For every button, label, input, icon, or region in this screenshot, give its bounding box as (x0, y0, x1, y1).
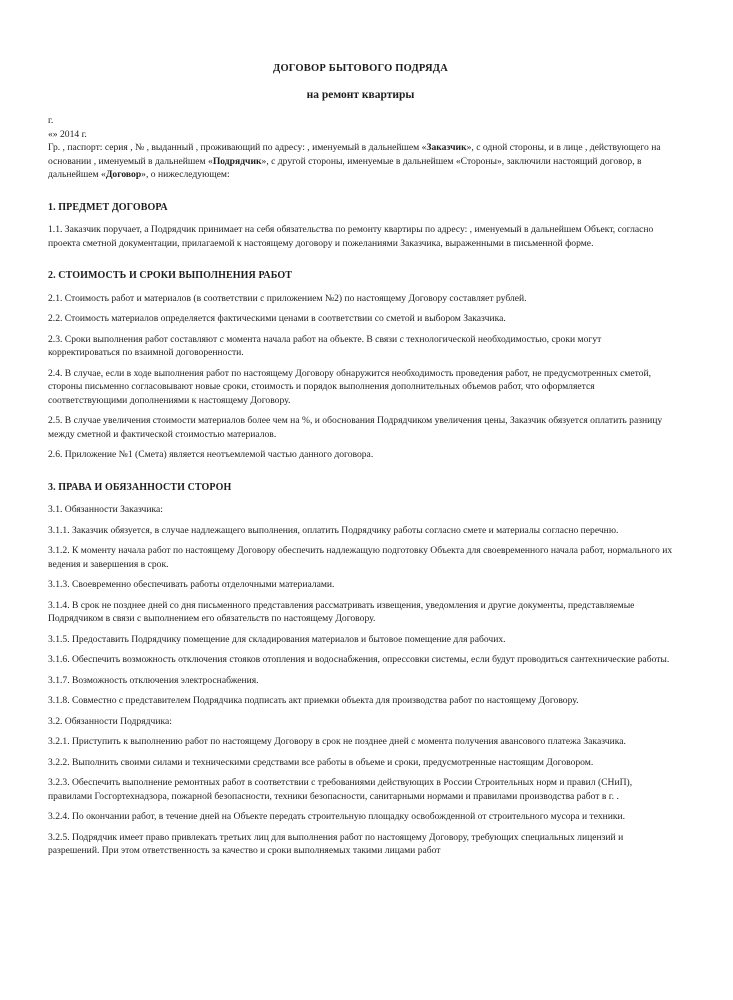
clause-paragraph: 3.2.1. Приступить к выполнению работ по настоящему Договору в срок не позднее дней с момента получения авансового платежа Заказчика. (48, 736, 626, 747)
date-line: «» 2014 г. (48, 128, 87, 140)
intro-text-2: », с одной стороны, и в лице , действующего на основании , именуемый в дальнейшем « (48, 142, 661, 167)
clause-paragraph: 2.4. В случае, если в ходе выполнения работ по настоящему Договору обнаружится необходимость проведения работ, не предусмотренных сметой, стороны письменно согласовывают новые сроки, стоимость и порядок выполнения дополнительных объемов работ, что оформляется соответствующими дополнениями к настоящему Договору. (48, 367, 652, 406)
section-heading: 3. ПРАВА И ОБЯЗАННОСТИ СТОРОН (48, 481, 232, 493)
clause-paragraph: 3.1.2. К моменту начала работ по настоящему Договору обеспечить надлежащую подготовку Объекта для своевременного начала работ, нормального их ведения и завершения в срок. (48, 545, 673, 570)
customer-term: Заказчик (426, 142, 467, 153)
section-heading: 2. СТОИМОСТЬ И СРОКИ ВЫПОЛНЕНИЯ РАБОТ (48, 270, 292, 281)
city-line: г. (48, 115, 54, 126)
clause-paragraph: 3.1.8. Совместно с представителем Подрядчика подписать акт приемки объекта для производства работ по настоящему Договору. (48, 695, 579, 706)
intro-text-3: », с другой стороны, именуемые в дальнейшем «Стороны», заключили настоящий договор, в дальнейшем « (48, 155, 642, 180)
document-title: ДОГОВОР БЫТОВОГО ПОДРЯДА (273, 63, 448, 74)
contractor-term: Подрядчик (212, 155, 262, 167)
clause-paragraph: 3.1.1. Заказчик обязуется, в случае надлежащего выполнения, оплатить Подрядчику работы согласно смете и материалы согласно перечню. (48, 524, 619, 536)
clause-paragraph: 1.1. Заказчик поручает, а Подрядчик принимает на себя обязательства по ремонту квартиры по адресу: , именуемый в дальнейшем Объект, согласно проекта сметной документации, прилагаемой к настоящему договору и пожеланиями Заказчика, выраженными в письменной форме. (48, 224, 654, 249)
clause-paragraph: 2.2. Стоимость материалов определяется фактическими ценами в соответствии со сметой и выбором Заказчика. (48, 313, 506, 324)
clause-paragraph: 2.1. Стоимость работ и материалов (в соответствии с приложением №2) по настоящему Договору составляет рублей. (48, 292, 527, 304)
section-heading: 1. ПРЕДМЕТ ДОГОВОРА (48, 201, 168, 213)
clause-paragraph: 3.2. Обязанности Подрядчика: (48, 715, 172, 727)
clause-paragraph: 3.2.3. Обеспечить выполнение ремонтных работ в соответствии с требованиями действующих в России Строительных норм и правил (СНиП), правилами Госгортехнадзора, пожарной безопасности, техники безопасности, санитарными нормами и правилами производства работ в г. . (48, 777, 633, 802)
document-sections (48, 201, 673, 858)
intro-paragraph (48, 141, 673, 182)
clause-paragraph: 2.3. Сроки выполнения работ составляют с момента начала работ на объекте. В связи с технологической необходимостью, сроки могут корректироваться по взаимной договоренности. (48, 333, 602, 358)
contract-term: Договор (105, 169, 142, 180)
clause-paragraph: 3.1.7. Возможность отключения электроснабжения. (48, 674, 259, 686)
clause-paragraph: 2.6. Приложение №1 (Смета) является неотъемлемой частью данного договора. (48, 449, 374, 460)
clause-paragraph: 3.1. Обязанности Заказчика: (48, 504, 163, 515)
intro-text-4: », о нижеследующем: (141, 169, 230, 180)
clause-paragraph: 3.1.4. В срок не позднее дней со дня письменного представления рассматривать извещения, уведомления и другие документы, представляемые Подрядчиком в связи с выполнением его обязательств по настоящему Договору. (48, 599, 635, 624)
clause-paragraph: 3.2.5. Подрядчик имеет право привлекать третьих лиц для выполнения работ по настоящему Договору, требующих специальных лицензий и разрешений. При этом ответственность за качество и сроки выполняемых такими лицами работ (48, 831, 624, 856)
clause-paragraph: 3.1.5. Предоставить Подрядчику помещение для складирования материалов и бытовое помещение для рабочих. (48, 633, 506, 645)
clause-paragraph: 3.1.6. Обеспечить возможность отключения стояков отопления и водоснабжения, опрессовки системы, если будут проводиться сантехнические работы. (48, 654, 670, 665)
clause-paragraph: 3.2.4. По окончании работ, в течение дней на Объекте передать строительную площадку освобожденной от строительного мусора и техники. (48, 811, 626, 822)
clause-paragraph: 3.2.2. Выполнить своими силами и техническими средствами все работы в объеме и сроки, предусмотренные настоящим Договором. (48, 756, 594, 768)
intro-text-1: Гр. , паспорт: серия , № , выданный , проживающий по адресу: , именуемый в дальнейшем « (48, 142, 427, 153)
clause-paragraph: 2.5. В случае увеличения стоимости материалов более чем на %, и обоснования Подрядчиком увеличения цены, Заказчик обязуется оплатить разницу между сметной и фактической стоимостью материалов. (48, 415, 663, 440)
document-subtitle: на ремонт квартиры (306, 88, 415, 101)
clause-paragraph: 3.1.3. Своевременно обеспечивать работы отделочными материалами. (48, 579, 335, 590)
